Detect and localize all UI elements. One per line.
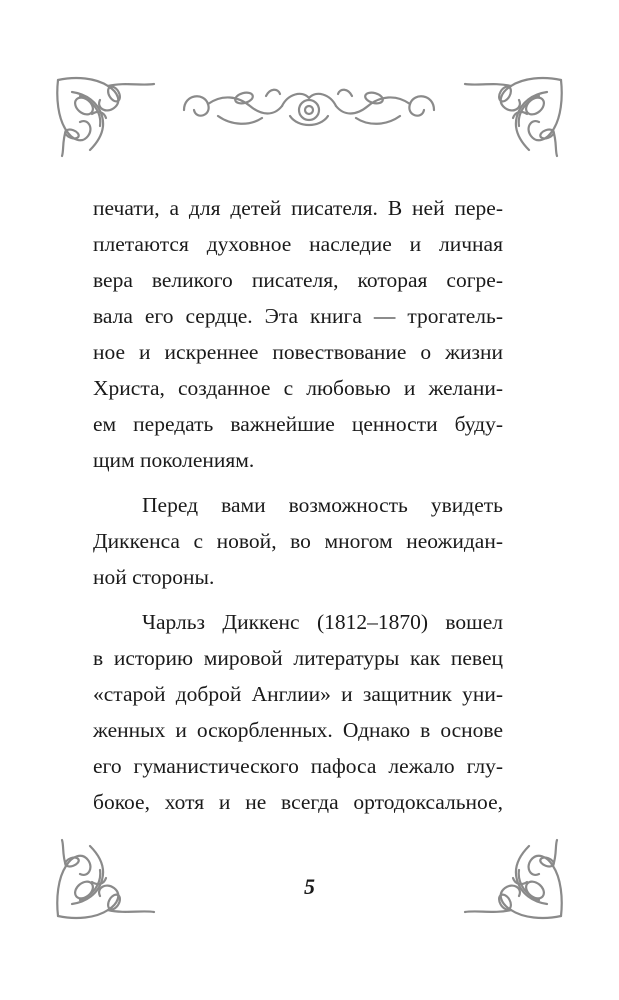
text-line: ной стороны. (93, 565, 215, 589)
paragraph-2 (93, 487, 503, 595)
text-line: женных и оскорбленных. Однако в основе (93, 718, 503, 742)
text-line: плетаются духовное наследие и личная (93, 232, 503, 256)
page-number: 5 (304, 874, 315, 899)
text-line: его гуманистического пафоса лежало глу- (93, 754, 503, 778)
text-line: Христа, созданное с любовью и желани- (93, 376, 503, 400)
corner-flourish-icon (459, 72, 567, 158)
text-line: Диккенса с новой, во многом неожидан- (93, 529, 503, 553)
text-line: «старой доброй Англии» и защитник уни- (93, 682, 503, 706)
text-line: вера великого писателя, которая согре- (93, 268, 503, 292)
text-line: печати, а для детей писателя. В ней пере- (93, 196, 503, 220)
text-line: Чарльз Диккенс (1812–1870) вошел (142, 610, 503, 634)
paragraph-1 (93, 190, 503, 478)
text-line: ем передать важнейшие ценности буду- (93, 412, 503, 436)
corner-flourish-icon (459, 838, 567, 924)
text-line: щим поколениям. (93, 448, 255, 472)
text-line: бокое, хотя и не всегда ортодоксальное, (93, 790, 503, 814)
text-line: вала его сердце. Эта книга — трогатель- (93, 304, 503, 328)
corner-flourish-icon (52, 72, 160, 158)
text-line: в историю мировой литературы как певец (93, 646, 503, 670)
paragraph-3 (93, 604, 503, 820)
scroll-flourish-icon (178, 76, 440, 136)
text-line: Перед вами возможность увидеть (142, 493, 503, 517)
body-text (93, 190, 503, 829)
text-line: ное и искреннее повествование о жизни (93, 340, 503, 364)
